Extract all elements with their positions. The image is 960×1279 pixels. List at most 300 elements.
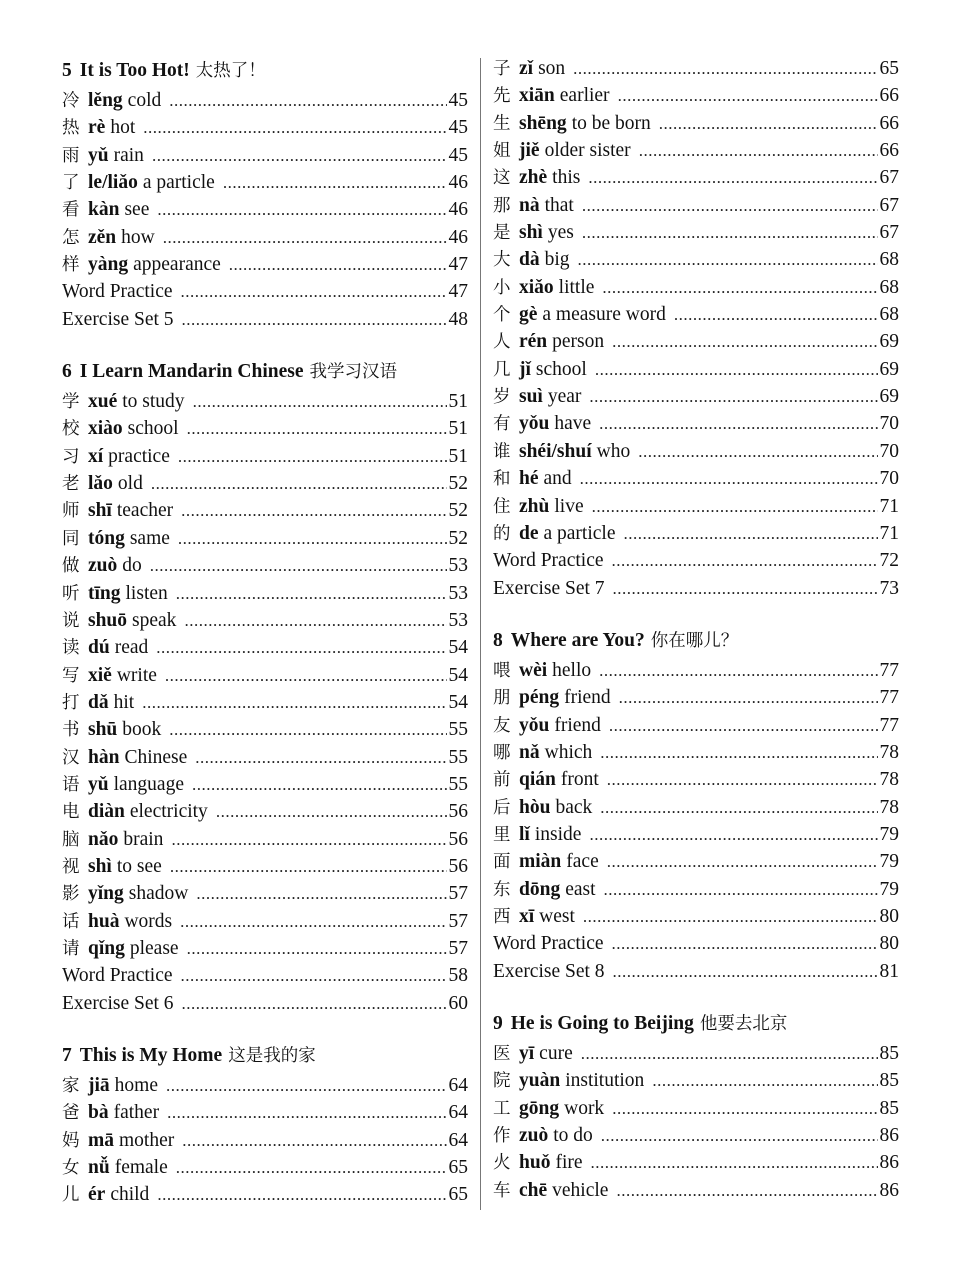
entry-hanzi: 先 — [493, 86, 511, 107]
dot-leader — [607, 848, 878, 875]
toc-entry[interactable] — [62, 798, 468, 825]
entry-page-number: 64 — [448, 1129, 468, 1151]
dot-leader — [156, 634, 446, 661]
dot-leader — [589, 821, 877, 848]
toc-entry[interactable] — [62, 607, 468, 634]
entry-page-number: 79 — [879, 878, 899, 900]
entry-pinyin: gè — [519, 304, 538, 326]
dot-leader — [170, 853, 447, 880]
entry-hanzi: 读 — [62, 638, 80, 659]
toc-entry[interactable] — [62, 87, 468, 114]
dot-leader — [659, 110, 878, 137]
entry-hanzi: 这 — [493, 168, 511, 189]
toc-entry[interactable] — [62, 169, 468, 196]
toc-entry[interactable] — [62, 580, 468, 607]
entry-pinyin: lǎo — [88, 473, 113, 495]
entry-meaning: son — [538, 58, 566, 79]
entry-pinyin: xī — [519, 905, 535, 927]
entry-meaning: east — [565, 878, 596, 900]
section-heading — [62, 356, 468, 388]
entry-pinyin: yǒu — [519, 413, 550, 435]
toc-entry[interactable] — [493, 766, 899, 793]
entry-pinyin: hé — [519, 468, 539, 490]
entry-page-number: 52 — [448, 473, 468, 495]
section-number: 7 — [62, 1045, 72, 1066]
toc-entry[interactable] — [62, 306, 468, 333]
entry-pinyin: xiě — [88, 664, 112, 686]
entry-meaning: friend — [564, 687, 611, 709]
entry-page-number: 69 — [879, 358, 899, 380]
toc-entry[interactable] — [62, 826, 468, 853]
dot-leader — [607, 766, 878, 793]
entry-meaning: see — [124, 199, 150, 221]
toc-entry[interactable] — [62, 634, 468, 661]
dot-leader — [624, 520, 878, 547]
entry-meaning: Exercise Set 6 — [62, 992, 174, 1014]
entry-pinyin: jiā — [88, 1075, 110, 1096]
entry-hanzi: 医 — [493, 1044, 511, 1064]
entry-pinyin: ér — [88, 1184, 106, 1206]
toc-entry[interactable] — [493, 876, 899, 903]
toc-entry[interactable] — [493, 520, 899, 547]
entry-hanzi: 哪 — [493, 742, 511, 763]
entry-hanzi: 做 — [62, 556, 80, 577]
entry-hanzi: 打 — [62, 692, 80, 713]
toc-entry[interactable] — [62, 1099, 468, 1126]
dot-leader — [612, 547, 878, 574]
dot-leader — [176, 1154, 447, 1181]
entry-hanzi: 岁 — [493, 387, 511, 408]
dot-leader — [178, 525, 447, 552]
toc-entry[interactable] — [493, 903, 899, 930]
dot-leader — [599, 410, 877, 437]
toc-entry[interactable] — [493, 274, 899, 301]
entry-meaning: face — [566, 851, 599, 873]
toc-entry[interactable] — [62, 1154, 468, 1181]
entry-pinyin: shuō — [88, 609, 128, 631]
section-number: 9 — [493, 1013, 503, 1034]
entry-hanzi: 面 — [493, 852, 511, 873]
toc-entry[interactable] — [493, 575, 899, 602]
entry-pinyin: nǎo — [88, 828, 119, 850]
entry-meaning: institution — [565, 1070, 645, 1092]
toc-entry[interactable] — [493, 328, 899, 355]
dot-leader — [612, 930, 878, 957]
entry-page-number: 64 — [448, 1102, 468, 1124]
entry-meaning: mother — [119, 1129, 175, 1151]
toc-entry[interactable] — [62, 224, 468, 251]
toc-entry[interactable] — [493, 1177, 899, 1204]
dot-leader — [618, 82, 878, 109]
dot-leader — [595, 356, 878, 383]
dot-leader — [588, 164, 877, 191]
dot-leader — [181, 962, 447, 989]
entry-hanzi: 写 — [62, 665, 80, 686]
dot-leader — [166, 1072, 447, 1099]
entry-pinyin: yī — [519, 1043, 535, 1064]
entry-meaning: fire — [555, 1152, 583, 1174]
section-heading — [62, 1040, 468, 1072]
entry-pinyin: zuò — [519, 1125, 549, 1147]
entry-meaning: Exercise Set 5 — [62, 308, 174, 330]
dot-leader — [652, 1067, 877, 1094]
entry-pinyin: suì — [519, 386, 543, 408]
dot-leader — [583, 903, 878, 930]
entry-page-number: 72 — [879, 550, 899, 572]
dot-leader — [582, 219, 878, 246]
entry-page-number: 79 — [879, 823, 899, 845]
toc-entry[interactable] — [493, 848, 899, 875]
dot-leader — [167, 1099, 446, 1126]
toc-entry[interactable] — [493, 930, 899, 957]
entry-meaning: little — [558, 276, 595, 298]
entry-hanzi: 冷 — [62, 91, 80, 111]
entry-meaning: to study — [122, 391, 185, 413]
section-number: 5 — [62, 60, 72, 81]
entry-page-number: 80 — [879, 905, 899, 927]
toc-entry[interactable] — [493, 246, 899, 273]
entry-hanzi: 是 — [493, 223, 511, 244]
entry-meaning: listen — [125, 582, 168, 604]
entry-hanzi: 学 — [62, 392, 80, 413]
entry-pinyin: yǔ — [88, 773, 109, 795]
dot-leader — [589, 383, 877, 410]
entry-pinyin: rè — [88, 117, 106, 139]
entry-pinyin: qián — [519, 769, 556, 791]
toc-entry[interactable] — [493, 739, 899, 766]
entry-page-number: 67 — [879, 194, 899, 216]
entry-page-number: 86 — [879, 1179, 899, 1201]
dot-leader — [150, 552, 447, 579]
entry-pinyin: zǐ — [519, 58, 534, 79]
toc-entry[interactable] — [493, 410, 899, 437]
section-gap — [493, 602, 899, 625]
entry-hanzi: 听 — [62, 583, 80, 604]
entry-pinyin: dú — [88, 637, 110, 659]
toc-entry[interactable] — [493, 1040, 899, 1067]
entry-meaning: Exercise Set 7 — [493, 577, 605, 599]
toc-entry[interactable] — [62, 1072, 468, 1099]
toc-entry[interactable] — [62, 114, 468, 141]
toc-entry[interactable] — [493, 1122, 899, 1149]
dot-leader — [578, 246, 878, 273]
entry-page-number: 56 — [448, 828, 468, 850]
dot-leader — [152, 142, 447, 169]
toc-entry[interactable] — [493, 547, 899, 574]
section-title-chinese: 他要去北京 — [699, 1014, 788, 1034]
entry-meaning: to be born — [571, 112, 651, 134]
toc-entry[interactable] — [62, 497, 468, 524]
entry-pinyin: shī — [88, 500, 112, 522]
entry-pinyin: rén — [519, 331, 548, 353]
section-title-chinese: 我学习汉语 — [309, 362, 397, 383]
toc-entry[interactable] — [493, 383, 899, 410]
dot-leader — [181, 278, 447, 305]
section-gap — [62, 333, 468, 356]
entry-page-number: 85 — [879, 1043, 899, 1064]
entry-page-number: 52 — [448, 500, 468, 522]
entry-pinyin: zěn — [88, 226, 117, 248]
dot-leader — [600, 739, 877, 766]
entry-hanzi: 话 — [62, 911, 80, 932]
entry-hanzi: 电 — [62, 802, 80, 823]
toc-entry[interactable] — [62, 415, 468, 442]
entry-page-number: 46 — [448, 226, 468, 248]
entry-hanzi: 热 — [62, 118, 80, 139]
toc-entry[interactable] — [493, 794, 899, 821]
entry-meaning: rain — [113, 144, 144, 166]
entry-page-number: 79 — [879, 851, 899, 873]
section-heading — [493, 1008, 899, 1040]
entry-pinyin: lěng — [88, 90, 123, 111]
entry-page-number: 57 — [448, 937, 468, 959]
toc-entry[interactable] — [62, 880, 468, 907]
entry-pinyin: nà — [519, 194, 540, 216]
entry-page-number: 54 — [448, 637, 468, 659]
toc-entry[interactable] — [493, 1067, 899, 1094]
entry-hanzi: 雨 — [62, 145, 80, 166]
entry-page-number: 53 — [448, 609, 468, 631]
toc-entry[interactable] — [62, 689, 468, 716]
entry-page-number: 77 — [879, 687, 899, 709]
entry-hanzi: 那 — [493, 195, 511, 216]
entry-page-number: 60 — [448, 992, 468, 1014]
toc-entry[interactable] — [493, 137, 899, 164]
entry-hanzi: 爸 — [62, 1103, 80, 1124]
section-number: 8 — [493, 629, 503, 651]
toc-entry[interactable] — [493, 821, 899, 848]
dot-leader — [573, 55, 877, 82]
entry-meaning: front — [560, 769, 599, 791]
entry-meaning: to see — [116, 855, 162, 877]
entry-hanzi: 后 — [493, 797, 511, 818]
toc-entry[interactable] — [493, 657, 899, 684]
dot-leader — [604, 876, 878, 903]
entry-page-number: 56 — [448, 801, 468, 823]
entry-hanzi: 作 — [493, 1126, 511, 1147]
toc-entry[interactable] — [62, 771, 468, 798]
entry-meaning: child — [110, 1184, 150, 1206]
entry-pinyin: hòu — [519, 796, 551, 818]
entry-page-number: 56 — [448, 855, 468, 877]
toc-entry[interactable] — [62, 744, 468, 771]
entry-meaning: back — [555, 796, 593, 818]
entry-hanzi: 生 — [493, 113, 511, 134]
entry-hanzi: 东 — [493, 879, 511, 900]
toc-entry[interactable] — [62, 552, 468, 579]
dot-leader — [171, 826, 446, 853]
entry-pinyin: dà — [519, 249, 540, 271]
dot-leader — [187, 935, 447, 962]
entry-hanzi: 友 — [493, 715, 511, 736]
dot-leader — [619, 684, 878, 711]
entry-pinyin: dǎ — [88, 691, 109, 713]
entry-pinyin: tīng — [88, 582, 121, 604]
toc-entry[interactable] — [62, 388, 468, 415]
entry-meaning: how — [121, 226, 155, 248]
dot-leader — [195, 744, 446, 771]
entry-hanzi: 的 — [493, 523, 511, 544]
toc-entry[interactable] — [493, 219, 899, 246]
section-title: I Learn Mandarin Chinese — [79, 361, 304, 383]
dot-leader — [182, 1127, 446, 1154]
entry-page-number: 65 — [448, 1157, 468, 1179]
entry-pinyin: bà — [88, 1102, 109, 1124]
entry-meaning: west — [539, 905, 575, 927]
entry-page-number: 65 — [448, 1184, 468, 1206]
entry-meaning: write — [116, 664, 157, 686]
entry-page-number: 68 — [879, 304, 899, 326]
toc-entry[interactable] — [493, 164, 899, 191]
entry-meaning: appearance — [133, 254, 221, 276]
entry-page-number: 67 — [879, 222, 899, 244]
toc-entry[interactable] — [493, 712, 899, 739]
entry-pinyin: nǚ — [88, 1157, 110, 1179]
toc-entry[interactable] — [62, 525, 468, 552]
entry-hanzi: 车 — [493, 1180, 511, 1201]
entry-meaning: this — [552, 167, 581, 189]
toc-entry[interactable] — [62, 716, 468, 743]
entry-page-number: 86 — [879, 1152, 899, 1174]
entry-pinyin: hàn — [88, 746, 120, 768]
entry-meaning: old — [117, 473, 143, 495]
section-title-chinese: 这是我的家 — [228, 1046, 316, 1066]
toc-entry[interactable] — [493, 438, 899, 465]
entry-page-number: 67 — [879, 167, 899, 189]
entry-page-number: 47 — [448, 281, 468, 303]
toc-entry[interactable] — [493, 684, 899, 711]
toc-entry[interactable] — [493, 1095, 899, 1122]
entry-hanzi: 看 — [62, 200, 80, 221]
dot-leader — [638, 438, 877, 465]
toc-entry[interactable] — [62, 278, 468, 305]
toc-entry[interactable] — [493, 55, 899, 82]
entry-pinyin: yàng — [88, 254, 129, 276]
toc-entry[interactable] — [62, 1181, 468, 1208]
toc-entry[interactable] — [493, 82, 899, 109]
entry-page-number: 64 — [448, 1075, 468, 1096]
toc-entry[interactable] — [62, 908, 468, 935]
entry-page-number: 51 — [448, 418, 468, 440]
entry-pinyin: jǐ — [519, 358, 531, 380]
entry-hanzi: 脑 — [62, 829, 80, 850]
entry-hanzi: 住 — [493, 496, 511, 517]
toc-entry[interactable] — [62, 962, 468, 989]
dot-leader — [600, 794, 877, 821]
toc-entry[interactable] — [493, 110, 899, 137]
dot-leader — [612, 1095, 877, 1122]
entry-meaning: teacher — [116, 500, 174, 522]
entry-hanzi: 人 — [493, 332, 511, 353]
entry-pinyin: xué — [88, 391, 118, 413]
section-title: This is My Home — [79, 1045, 223, 1066]
toc-entry[interactable] — [493, 301, 899, 328]
toc-entry[interactable] — [493, 1149, 899, 1176]
entry-page-number: 66 — [879, 112, 899, 134]
entry-page-number: 46 — [448, 172, 468, 194]
entry-pinyin: wèi — [519, 659, 548, 681]
entry-meaning: book — [122, 719, 162, 741]
entry-pinyin: xiào — [88, 418, 123, 440]
entry-page-number: 48 — [448, 308, 468, 330]
dot-leader — [613, 958, 878, 985]
toc-entry[interactable] — [493, 356, 899, 383]
section-title: It is Too Hot! — [79, 60, 190, 81]
dot-leader — [182, 306, 447, 333]
dot-leader — [612, 328, 877, 355]
toc-entry[interactable] — [62, 990, 468, 1017]
dot-leader — [580, 465, 878, 492]
entry-pinyin: huǒ — [519, 1152, 551, 1174]
entry-hanzi: 几 — [493, 359, 511, 380]
toc-entry[interactable] — [493, 958, 899, 985]
entry-hanzi: 工 — [493, 1098, 511, 1119]
dot-leader — [176, 580, 447, 607]
entry-meaning: hello — [552, 659, 592, 681]
entry-page-number: 45 — [448, 90, 468, 111]
dot-leader — [639, 137, 878, 164]
entry-hanzi: 火 — [493, 1153, 511, 1174]
entry-meaning: friend — [554, 714, 601, 736]
entry-hanzi: 老 — [62, 474, 80, 495]
entry-pinyin: yǐng — [88, 883, 124, 905]
entry-hanzi: 习 — [62, 446, 80, 467]
entry-page-number: 78 — [879, 796, 899, 818]
toc-entry[interactable] — [493, 192, 899, 219]
entry-hanzi: 大 — [493, 250, 511, 271]
entry-meaning: have — [554, 413, 592, 435]
entry-meaning: Word Practice — [493, 933, 604, 955]
toc-entry[interactable] — [62, 662, 468, 689]
toc-entry[interactable] — [493, 493, 899, 520]
entry-hanzi: 有 — [493, 414, 511, 435]
dot-leader — [169, 87, 446, 114]
entry-meaning: yes — [547, 222, 574, 244]
toc-entry[interactable] — [62, 443, 468, 470]
entry-meaning: year — [547, 386, 582, 408]
entry-meaning: cold — [127, 90, 162, 111]
entry-meaning: person — [552, 331, 605, 353]
toc-entry[interactable] — [62, 470, 468, 497]
toc-entry[interactable] — [62, 1127, 468, 1154]
dot-leader — [216, 798, 447, 825]
entry-hanzi: 怎 — [62, 227, 80, 248]
toc-entry[interactable] — [62, 853, 468, 880]
toc-entry[interactable] — [493, 465, 899, 492]
entry-page-number: 57 — [448, 883, 468, 905]
toc-entry[interactable] — [62, 142, 468, 169]
section-title: He is Going to Beijing — [510, 1013, 694, 1034]
entry-pinyin: xiān — [519, 85, 555, 107]
entry-page-number: 55 — [448, 746, 468, 768]
dot-leader — [157, 1181, 446, 1208]
entry-hanzi: 里 — [493, 824, 511, 845]
toc-entry[interactable] — [62, 196, 468, 223]
entry-pinyin: péng — [519, 687, 560, 709]
entry-meaning: please — [129, 937, 179, 959]
toc-entry[interactable] — [62, 935, 468, 962]
entry-meaning: read — [114, 637, 149, 659]
entry-page-number: 80 — [879, 933, 899, 955]
entry-hanzi: 汉 — [62, 747, 80, 768]
dot-leader — [163, 224, 447, 251]
toc-entry[interactable] — [62, 251, 468, 278]
entry-page-number: 54 — [448, 664, 468, 686]
dot-leader — [187, 415, 447, 442]
entry-page-number: 70 — [879, 440, 899, 462]
entry-meaning: cure — [539, 1043, 573, 1064]
entry-pinyin: gōng — [519, 1097, 560, 1119]
